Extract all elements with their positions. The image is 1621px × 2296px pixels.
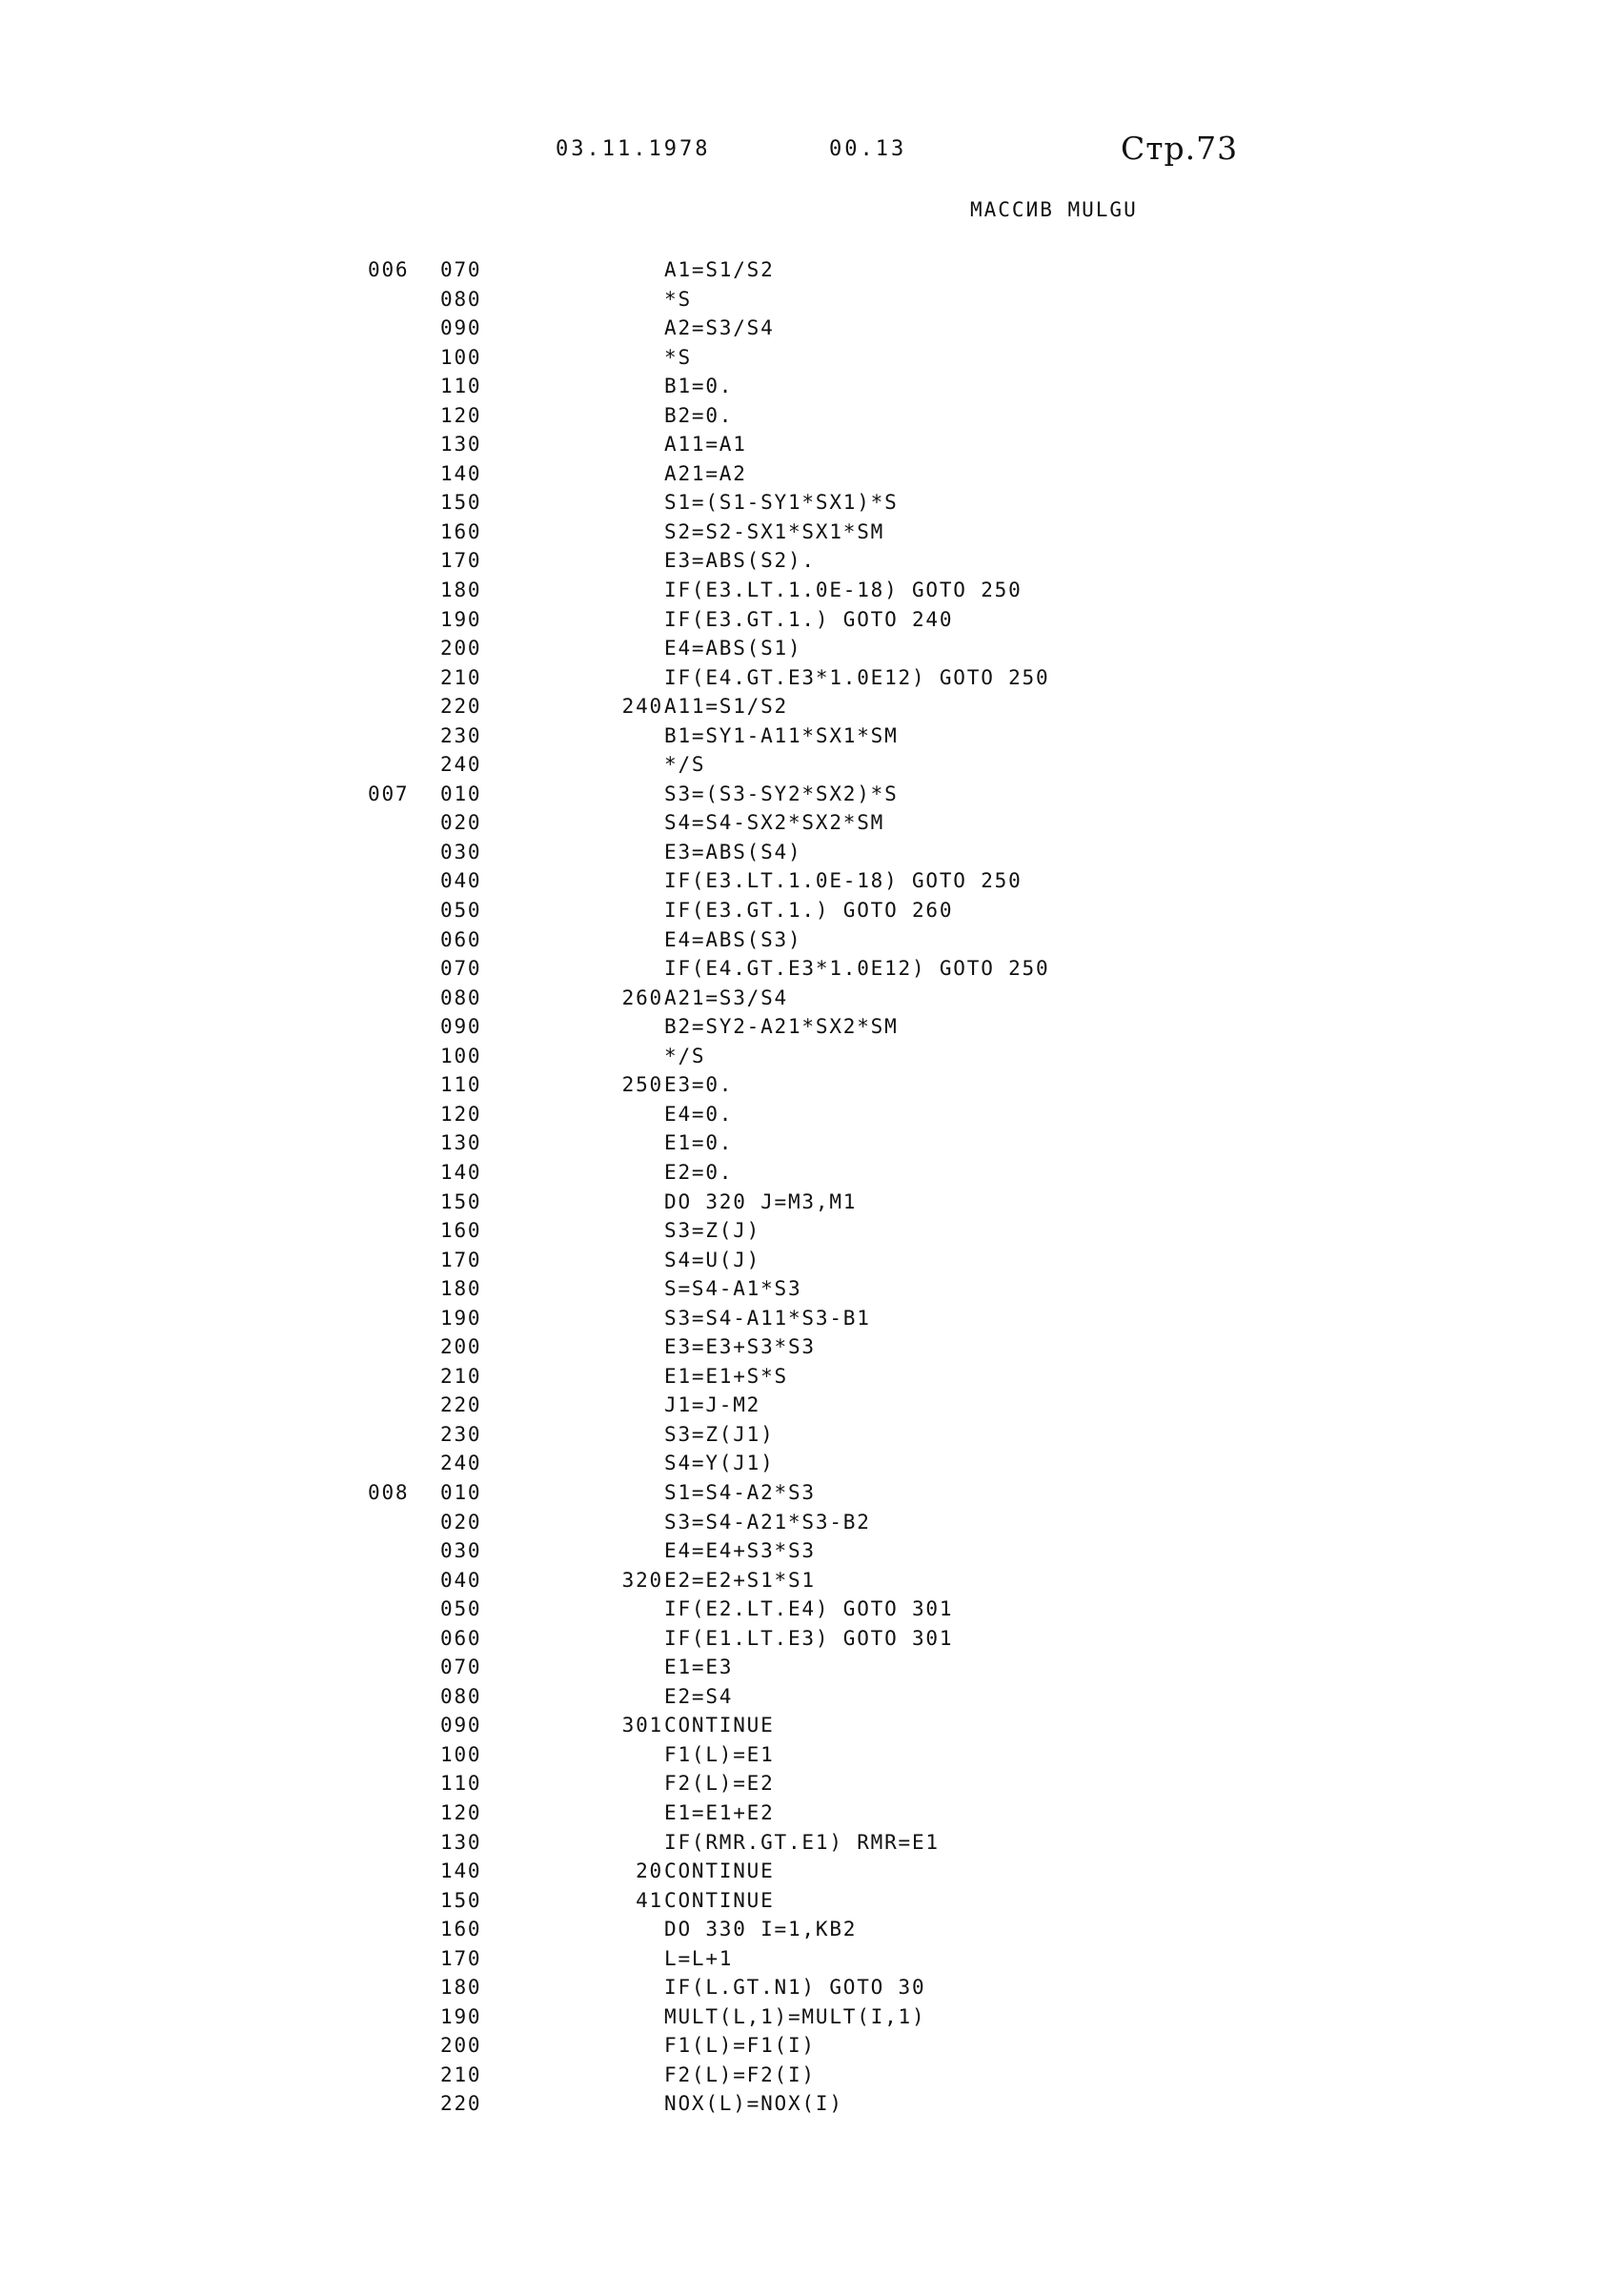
line-number: 220 [440,2092,482,2116]
listing-row [0,721,1621,751]
listing-row [0,1566,1621,1595]
listing-row [0,605,1621,635]
listing-row [0,1100,1621,1129]
listing-row [0,808,1621,838]
code-statement: S4=S4-SX2*SX2*SM [664,811,885,835]
code-statement: E4=E4+S3*S3 [664,1539,816,1563]
line-number: 090 [440,1015,482,1039]
code-statement: L=L+1 [664,1946,734,1970]
listing-row [0,634,1621,663]
listing-row [0,285,1621,315]
line-number: 190 [440,1306,482,1330]
line-number: 110 [440,375,482,398]
listing-row [0,1536,1621,1566]
code-statement: E3=ABS(S4) [664,840,802,864]
code-statement: IF(L.GT.N1) GOTO 30 [664,1976,926,2000]
code-statement: E2=E2+S1*S1 [664,1568,816,1592]
listing-row [0,1128,1621,1158]
section-number: 007 [368,782,410,805]
line-number: 200 [440,2034,482,2058]
statement-label: 320 [621,1568,663,1592]
code-statement: S4=Y(J1) [664,1452,775,1475]
listing-row [0,2002,1621,2032]
line-number: 130 [440,433,482,457]
listing-row [0,780,1621,809]
code-statement: CONTINUE [664,1714,775,1737]
array-name: МАССИВ MULGU [970,198,1138,221]
code-statement: E3=0. [664,1073,734,1097]
line-number: 010 [440,1480,482,1504]
code-statement: B2=0. [664,403,734,427]
code-statement: */S [664,1044,706,1067]
code-statement: A21=S3/S4 [664,985,788,1009]
listing-row [0,1769,1621,1798]
listing-row [0,1246,1621,1275]
code-statement: IF(E1.LT.E3) GOTO 301 [664,1626,954,1650]
line-number: 150 [440,491,482,515]
line-number: 220 [440,695,482,719]
statement-label: 260 [621,985,663,1009]
line-number: 140 [440,1859,482,1883]
line-number: 100 [440,1742,482,1766]
code-statement: E3=E3+S3*S3 [664,1335,816,1359]
line-number: 120 [440,1102,482,1126]
line-number: 070 [440,258,482,281]
code-statement: E1=E3 [664,1656,734,1679]
listing-row [0,314,1621,343]
line-number: 060 [440,927,482,951]
listing-row [0,372,1621,401]
line-number: 030 [440,1539,482,1563]
listing-row [0,1944,1621,1974]
listing-row [0,925,1621,955]
code-statement: S=S4-A1*S3 [664,1277,802,1301]
code-statement: E2=S4 [664,1684,734,1708]
line-number: 160 [440,1918,482,1941]
code-statement: E1=0. [664,1131,734,1155]
code-statement: DO 320 J=M3,M1 [664,1189,858,1213]
listing-row [0,1304,1621,1333]
code-statement: F1(L)=E1 [664,1742,775,1766]
listing-row [0,1915,1621,1944]
listing-row [0,1216,1621,1246]
line-number: 030 [440,840,482,864]
code-statement: E2=0. [664,1160,734,1184]
code-statement: J1=J-M2 [664,1393,761,1417]
line-number: 140 [440,461,482,485]
print-date: 03.11.1978 [556,137,711,161]
code-statement: F2(L)=E2 [664,1772,775,1796]
code-statement: IF(RMR.GT.E1) RMR=E1 [664,1830,940,1854]
listing-row [0,1188,1621,1217]
listing-row [0,1740,1621,1770]
line-number: 120 [440,403,482,427]
listing-row [0,1332,1621,1362]
line-number: 090 [440,1714,482,1737]
listing-row [0,1682,1621,1712]
code-statement: B2=SY2-A21*SX2*SM [664,1015,899,1039]
line-number: 210 [440,665,482,689]
line-number: 050 [440,899,482,923]
code-statement: F2(L)=F2(I) [664,2062,816,2086]
listing-row [0,1973,1621,2002]
listing-row [0,663,1621,693]
line-number: 130 [440,1131,482,1155]
listing-row [0,546,1621,576]
page-number: Стр.73 [1121,130,1239,167]
line-number: 120 [440,1800,482,1824]
listing-row [0,576,1621,605]
code-statement: E4=ABS(S1) [664,637,802,660]
statement-label: 250 [621,1073,663,1097]
code-statement: E1=E1+E2 [664,1800,775,1824]
line-number: 070 [440,957,482,981]
code-statement: *S [664,345,692,369]
listing-row [0,1711,1621,1740]
line-number: 190 [440,607,482,631]
line-number: 100 [440,1044,482,1067]
line-number: 170 [440,1946,482,1970]
code-statement: S1=(S1-SY1*SX1)*S [664,491,899,515]
listing-row [0,2061,1621,2090]
listing-row [0,1070,1621,1100]
listing-row [0,459,1621,489]
code-statement: A11=S1/S2 [664,695,788,719]
statement-label: 301 [621,1714,663,1737]
code-statement: B1=SY1-A11*SX1*SM [664,723,899,747]
line-number: 020 [440,1510,482,1534]
line-number: 100 [440,345,482,369]
statement-label: 20 [636,1859,663,1883]
code-statement: DO 330 I=1,KB2 [664,1918,858,1941]
code-statement: B1=0. [664,375,734,398]
statement-label: 240 [621,695,663,719]
line-number: 200 [440,637,482,660]
code-statement: S3=(S3-SY2*SX2)*S [664,782,899,805]
listing-row [0,984,1621,1013]
listing-row [0,488,1621,518]
line-number: 170 [440,549,482,573]
line-number: 130 [440,1830,482,1854]
line-number: 070 [440,1656,482,1679]
code-statement: S2=S2-SX1*SX1*SM [664,519,885,543]
listing-row [0,1274,1621,1304]
listing-row [0,750,1621,780]
section-number: 006 [368,258,410,281]
line-number: 040 [440,869,482,893]
listing-row [0,1595,1621,1624]
listing-row [0,866,1621,896]
listing-row [0,1828,1621,1858]
code-statement: F1(L)=F1(I) [664,2034,816,2058]
code-statement: CONTINUE [664,1888,775,1912]
line-number: 210 [440,1364,482,1388]
code-statement: E1=E1+S*S [664,1364,788,1388]
listing-row [0,2031,1621,2061]
listing-row [0,1420,1621,1450]
code-statement: S3=S4-A21*S3-B2 [664,1510,871,1534]
line-number: 220 [440,1393,482,1417]
listing-row [0,343,1621,373]
code-statement: CONTINUE [664,1859,775,1883]
code-statement: IF(E3.LT.1.0E-18) GOTO 250 [664,869,1023,893]
listing-row [0,1857,1621,1886]
line-number: 170 [440,1248,482,1271]
line-number: 160 [440,1219,482,1243]
line-number: 180 [440,1277,482,1301]
line-number: 230 [440,1422,482,1446]
listing-row [0,401,1621,431]
code-statement: A1=S1/S2 [664,258,775,281]
listing-row [0,1798,1621,1828]
line-number: 150 [440,1888,482,1912]
code-statement: *S [664,287,692,311]
code-statement: A2=S3/S4 [664,316,775,340]
code-statement: S3=S4-A11*S3-B1 [664,1306,871,1330]
line-number: 180 [440,579,482,602]
listing-row [0,1158,1621,1188]
code-statement: A21=A2 [664,461,747,485]
code-statement: IF(E3.GT.1.) GOTO 260 [664,899,954,923]
line-number: 230 [440,723,482,747]
line-number: 020 [440,811,482,835]
code-statement: IF(E3.LT.1.0E-18) GOTO 250 [664,579,1023,602]
listing-row [0,255,1621,285]
line-number: 080 [440,1684,482,1708]
line-number: 200 [440,1335,482,1359]
code-statement: S3=Z(J1) [664,1422,775,1446]
line-number: 190 [440,2004,482,2028]
listing-row [0,1391,1621,1420]
line-number: 040 [440,1568,482,1592]
listing-row [0,1449,1621,1478]
code-statement: IF(E4.GT.E3*1.0E12) GOTO 250 [664,665,1050,689]
code-statement: E4=0. [664,1102,734,1126]
line-number: 050 [440,1597,482,1621]
line-number: 240 [440,753,482,777]
line-number: 060 [440,1626,482,1650]
listing-row [0,430,1621,459]
code-statement: S3=Z(J) [664,1219,761,1243]
listing-row [0,1012,1621,1042]
listing-row [0,1478,1621,1508]
line-number: 080 [440,287,482,311]
code-statement: A11=A1 [664,433,747,457]
code-statement: IF(E2.LT.E4) GOTO 301 [664,1597,954,1621]
line-number: 160 [440,519,482,543]
print-time: 00.13 [829,137,907,161]
line-number: 150 [440,1189,482,1213]
code-statement: S4=U(J) [664,1248,761,1271]
listing-row [0,838,1621,867]
line-number: 140 [440,1160,482,1184]
listing-row [0,954,1621,984]
line-number: 240 [440,1452,482,1475]
code-statement: E3=ABS(S2). [664,549,816,573]
listing-row [0,1653,1621,1682]
code-statement: S1=S4-A2*S3 [664,1480,816,1504]
listing-row [0,1886,1621,1916]
listing-row [0,1362,1621,1392]
code-statement: IF(E3.GT.1.) GOTO 240 [664,607,954,631]
listing-row [0,692,1621,721]
listing-row [0,1042,1621,1071]
code-statement: E4=ABS(S3) [664,927,802,951]
line-number: 090 [440,316,482,340]
code-statement: MULT(L,1)=MULT(I,1) [664,2004,926,2028]
code-statement: NOX(L)=NOX(I) [664,2092,843,2116]
line-number: 080 [440,985,482,1009]
line-number: 010 [440,782,482,805]
code-statement: IF(E4.GT.E3*1.0E12) GOTO 250 [664,957,1050,981]
line-number: 110 [440,1073,482,1097]
line-number: 180 [440,1976,482,2000]
section-number: 008 [368,1480,410,1504]
listing-row [0,1508,1621,1537]
code-statement: */S [664,753,706,777]
listing-row [0,518,1621,547]
statement-label: 41 [636,1888,663,1912]
line-number: 110 [440,1772,482,1796]
listing-row [0,896,1621,925]
listing-row [0,2089,1621,2119]
listing-row [0,1624,1621,1654]
line-number: 210 [440,2062,482,2086]
code-listing [0,255,1621,2119]
